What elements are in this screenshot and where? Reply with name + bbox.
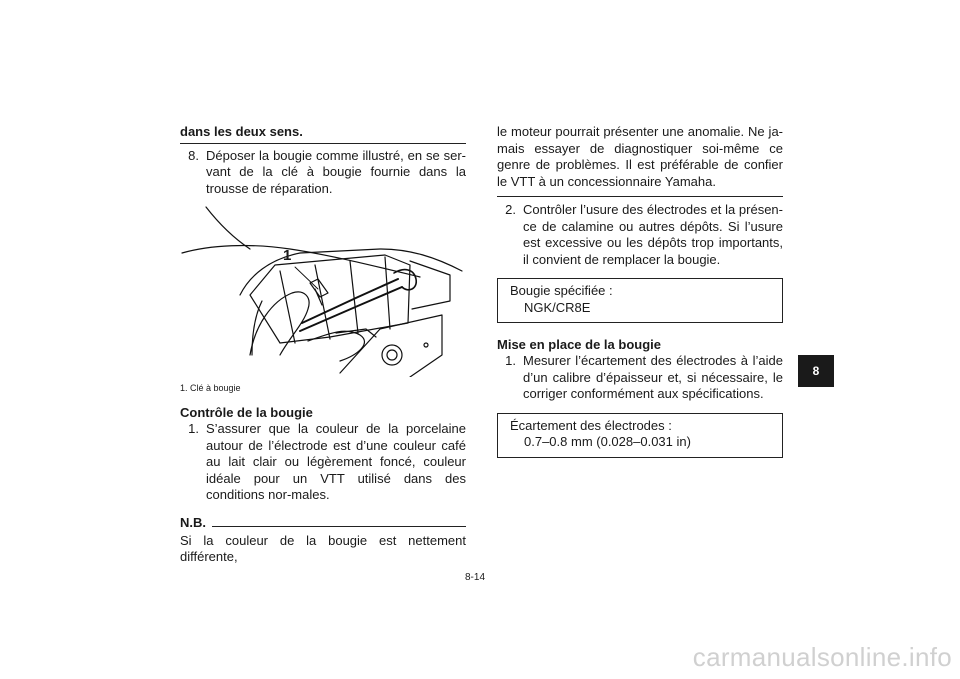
spec-box-electrode-gap [497, 413, 783, 458]
spec-box-spark-plug [497, 278, 783, 323]
section-title-mise-en-place: Mise en place de la bougie [497, 337, 661, 352]
note-rule [212, 526, 466, 527]
right-column [497, 124, 783, 458]
step-2 [497, 202, 783, 268]
spec-value: NGK/CR8E [524, 299, 591, 315]
note-continued-text: le moteur pourrait présenter une anomalie. Ne ja-mais essayer de diagnostiquer soi-même ce genre de problèmes. Il est préférable de confier le VTT à un concessionnaire Yamaha. [497, 124, 783, 189]
step-number: 2. [505, 202, 516, 217]
heading-rule [180, 143, 466, 144]
step-text: S’assurer que la couleur de la porcelaine autour de l’électrode est d’une couleur café au lait clair ou légèrement foncé, couleur idéale pour un VTT utilisé dans des conditions nor-males. [206, 421, 466, 502]
spark-plug-illustration [180, 205, 466, 377]
continued-heading: dans les deux sens. [180, 124, 303, 139]
note-end-rule [497, 196, 783, 197]
step-1-mise-en-place [497, 353, 783, 403]
left-column [180, 124, 466, 566]
step-text: Déposer la bougie comme illustré, en se ser-vant de la clé à bougie fournie dans la trousse de réparation. [206, 147, 466, 196]
section-title-controle: Contrôle de la bougie [180, 405, 313, 420]
step-number: 8. [188, 147, 199, 163]
step-number: 1. [505, 353, 516, 368]
page-number: 8-14 [465, 572, 486, 583]
step-1-controle [180, 421, 466, 504]
spec-label: Bougie spécifiée : [510, 283, 613, 298]
step-number: 1. [188, 421, 199, 436]
figure-caption: 1. Clé à bougie [180, 383, 241, 393]
spec-value: 0.7–0.8 mm (0.028–0.031 in) [524, 434, 691, 449]
spec-label: Écartement des électrodes : [510, 417, 672, 433]
callout-number: 1 [283, 247, 292, 264]
step-text: Contrôler l’usure des électrodes et la présen-ce de calamine ou autres dépôts. Si l’usure est excessive ou les dépôts trop importants, il convient de remplacer la bougie. [523, 202, 783, 267]
illustration-svg [180, 205, 466, 377]
note-header [180, 516, 466, 530]
watermark: carmanualsonline.info [692, 642, 952, 672]
note-text: Si la couleur de la bougie est nettement différente, [180, 532, 466, 564]
step-8 [180, 148, 466, 198]
chapter-tab: 8 [798, 355, 834, 387]
note-label: N.B. [180, 514, 206, 530]
step-text: Mesurer l’écartement des électrodes à l’aide d’un calibre d’épaisseur et, si nécessaire, le corriger conformément aux spécifications. [523, 353, 783, 401]
